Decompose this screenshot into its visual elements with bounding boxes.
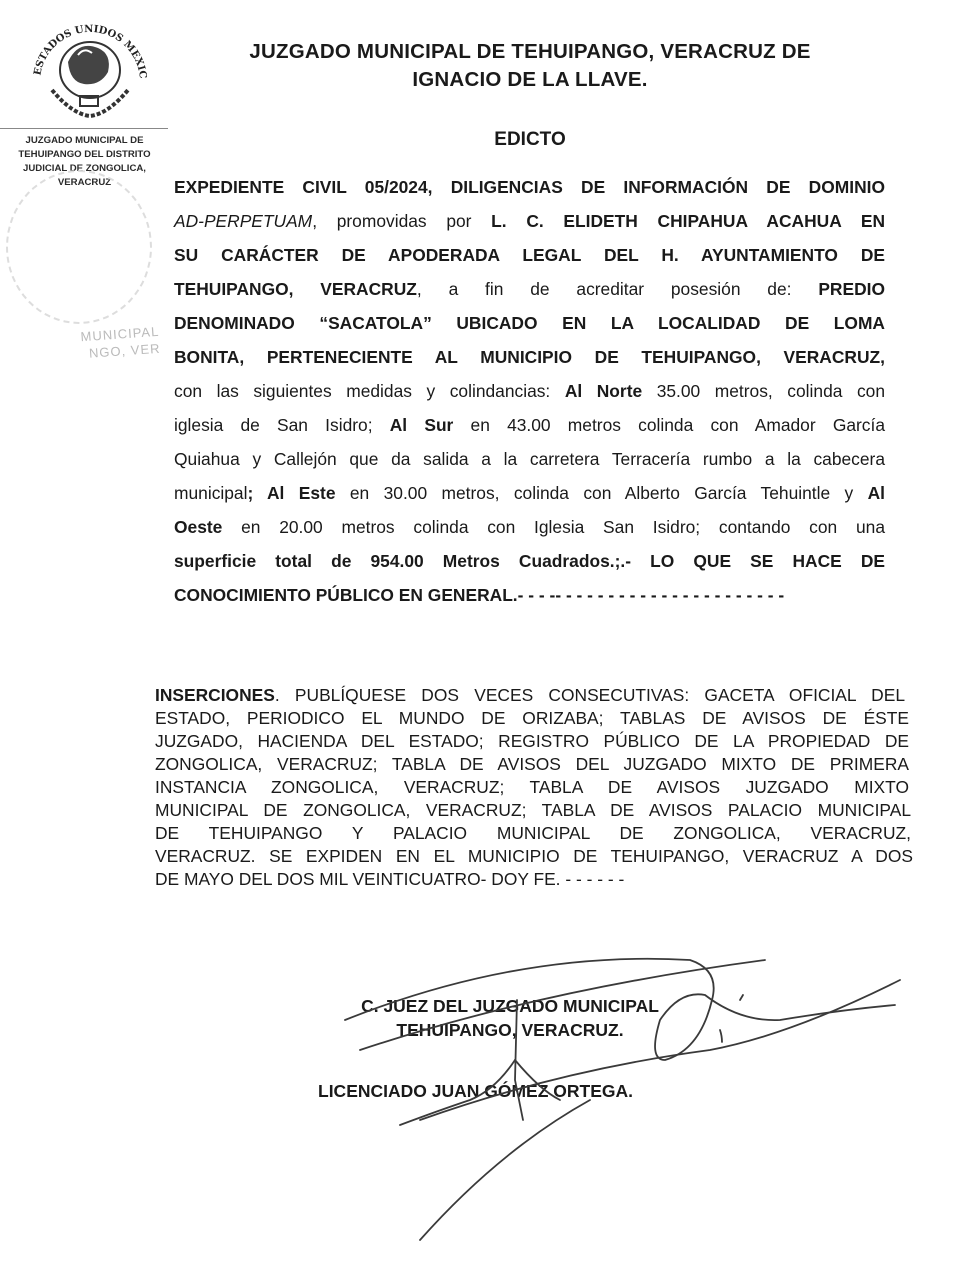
inserciones-line: VERACRUZ. SE EXPIDEN EN EL MUNICIPIO DE TEHUIPANGO, VERACRUZ A DOS <box>155 846 913 866</box>
text: , promovidas por <box>312 211 492 231</box>
text: SU CARÁCTER DE APODERADA LEGAL DEL H. AYUNTAMIENTO DE <box>174 245 885 265</box>
text: . PUBLÍQUESE DOS VECES CONSECUTIVAS: GACETA OFICIAL DEL <box>274 685 905 705</box>
text: Oeste <box>174 517 223 537</box>
seal-line: TEHUIPANGO DEL DISTRITO <box>18 149 151 160</box>
document-title: EDICTO <box>494 129 566 150</box>
text: TEHUIPANGO, VERACRUZ <box>174 279 417 299</box>
text: AD-PERPETUAM <box>174 211 313 231</box>
stamp-line: NGO, VER <box>88 340 161 361</box>
text: , a fin de acreditar posesión de: <box>416 279 819 299</box>
text: 35.00 metros, colinda con <box>642 381 885 401</box>
text: PREDIO <box>818 279 885 299</box>
text: .;.- LO QUE SE HACE DE <box>609 551 886 571</box>
text: L. C. ELIDETH CHIPAHUA ACAHUA EN <box>491 211 886 231</box>
text: municipal <box>174 483 248 503</box>
text: - - - -- - - - - - - - - - - - - - - - - - - - - - <box>517 585 785 605</box>
text: BONITA, PERTENECIENTE AL MUNICIPIO DE TEHUIPANGO, VERACRUZ, <box>174 347 885 367</box>
inserciones-line: INSTANCIA ZONGOLICA, VERACRUZ; TABLA DE AVISOS JUZGADO MIXTO <box>155 777 909 797</box>
text: ; Al Este <box>247 483 336 503</box>
inserciones-line: MUNICIPAL DE ZONGOLICA, VERACRUZ; TABLA DE AVISOS PALACIO MUNICIPAL <box>155 800 911 820</box>
stamp-line: MUNICIPAL <box>80 323 160 345</box>
seal-line: JUZGADO MUNICIPAL DE <box>25 135 144 146</box>
text: en 30.00 metros, colinda con Alberto García Tehuintle y <box>335 483 868 503</box>
text: en 20.00 metros colinda con Iglesia San Isidro; contando con una <box>222 517 885 537</box>
seal-ring-text: ESTADOS UNIDOS MEXIC <box>32 23 148 80</box>
judge-name: LICENCIADO JUAN GÓMEZ ORTEGA. <box>318 1081 634 1101</box>
judge-title: C. JUEZ DEL JUZGADO MUNICIPAL <box>361 996 659 1016</box>
text: EXPEDIENTE CIVIL 05/2024, DILIGENCIAS DE INFORMACIÓN DE DOMINIO <box>174 177 885 197</box>
seal-line: JUDICIAL DE ZONGOLICA, <box>23 163 146 174</box>
text: Quiahua y Callejón que da salida a la carretera Terracería rumbo a la cabecera <box>174 449 885 469</box>
text: iglesia de San Isidro; <box>174 415 390 435</box>
text: superficie total de 954.00 Metros Cuadrados <box>174 551 610 571</box>
inserciones-line: DE MAYO DEL DOS MIL VEINTICUATRO- DOY FE. - - - - - - <box>155 869 625 889</box>
inserciones-line: JUZGADO, HACIENDA DEL ESTADO; REGISTRO PÚBLICO DE LA PROPIEDAD DE <box>155 731 909 751</box>
text: DENOMINADO “SACATOLA” UBICADO EN LA LOCALIDAD DE LOMA <box>174 313 885 333</box>
inserciones-label: INSERCIONES <box>155 685 275 705</box>
text: CONOCIMIENTO PÚBLICO EN GENERAL. <box>174 585 518 605</box>
judge-location: TEHUIPANGO, VERACRUZ. <box>396 1020 624 1040</box>
inserciones-line: DE TEHUIPANGO Y PALACIO MUNICIPAL DE ZONGOLICA, VERACRUZ, <box>155 823 911 843</box>
text: Al Sur <box>389 415 454 435</box>
text: Al <box>867 483 885 503</box>
text: con las siguientes medidas y colindancias: <box>174 381 565 401</box>
text: en 43.00 metros colinda con Amador García <box>453 415 886 435</box>
seal-line: VERACRUZ <box>57 177 112 188</box>
header-line-2: IGNACIO DE LA LLAVE. <box>412 68 648 91</box>
inserciones-line: ZONGOLICA, VERACRUZ; TABLA DE AVISOS DEL JUZGADO MIXTO DE PRIMERA <box>155 754 909 774</box>
text: Al Norte <box>564 381 643 401</box>
inserciones-line: ESTADO, PERIODICO EL MUNDO DE ORIZABA; TABLAS DE AVISOS DE ÉSTE <box>155 708 909 728</box>
header-line-1: JUZGADO MUNICIPAL DE TEHUIPANGO, VERACRUZ DE <box>249 40 811 63</box>
